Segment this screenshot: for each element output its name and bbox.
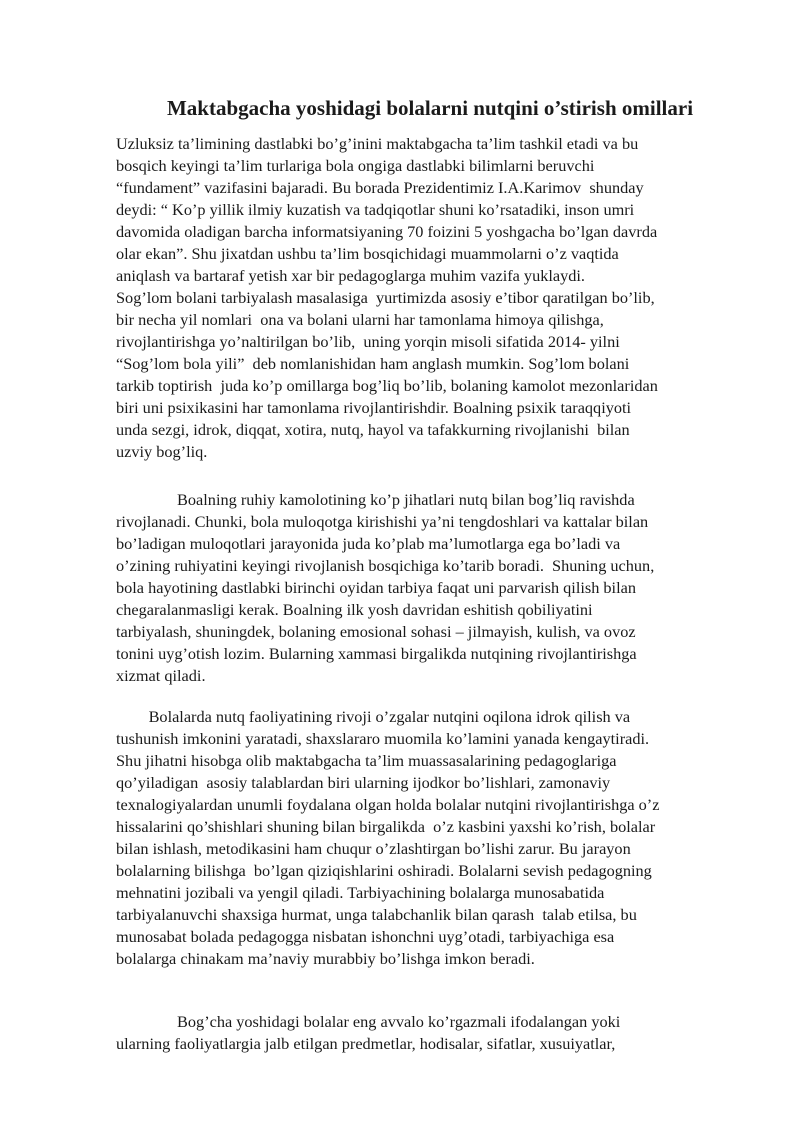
paragraph-1-line: Uzluksiz ta’limining dastlabki bo’g’inini maktabgacha ta’lim tashkil etadi va bu xyxy=(116,134,639,153)
paragraph-1-line: olar ekan”. Shu jixatdan ushbu ta’lim bosqichidagi muammolarni o’z vaqtida xyxy=(116,244,619,263)
paragraph-2-line: bo’ladigan muloqotlari jarayonida juda ko’plab ma’lumotlarga ega bo’ladi va xyxy=(116,534,621,553)
paragraph-3-line: texnalogiyalardan unumli foydalana olgan holda bolalar nutqini rivojlantirishga o’z xyxy=(116,795,660,814)
paragraph-3-line: tarbiyalanuvchi shaxsiga hurmat, unga talabchanlik bilan qarash talab etilsa, bu xyxy=(116,905,637,924)
paragraph-3-line: mehnatini jozibali va yengil qiladi. Tarbiyachining bolalarga munosabatida xyxy=(116,883,605,902)
paragraph-3-line: Bolalarda nutq faoliyatining rivoji o’zgalar nutqini oqilona idrok qilish va xyxy=(116,707,631,726)
paragraph-2-line: o’zining ruhiyatini keyingi rivojlanish bosqichiga ko’tarib boradi. Shuning uchun, xyxy=(116,556,655,575)
paragraph-3-line: tushunish imkonini yaratadi, shaxslararo muomila ko’lamini yanada kengaytiradi. xyxy=(116,729,650,748)
paragraph-3-line: munosabat bolada pedagogga nisbatan ishonchni uyg’otadi, tarbiyachiga esa xyxy=(116,927,615,946)
paragraph-1-line: tarkib toptirish juda ko’p omillarga bog’liq bo’lib, bolaning kamolot mezonlaridan xyxy=(116,376,658,395)
paragraph-1-line: aniqlash va bartaraf yetish xar bir pedagoglarga muhim vazifa yuklaydi. xyxy=(116,266,585,285)
paragraph-1-line: unda sezgi, idrok, diqqat, xotira, nutq, hayol va tafakkurning rivojlanishi bilan xyxy=(116,420,630,439)
paragraph-1-line: davomida oladigan barcha informatsiyaning 70 foizini 5 yoshgacha bo’lgan davrda xyxy=(116,222,658,241)
paragraph-1-line: bosqich keyingi ta’lim turlariga bola ongiga dastlabki bilimlarni beruvchi xyxy=(116,156,595,175)
paragraph-3-line: qo’yiladigan asosiy talablardan biri ularning ijodkor bo’lishlari, zamonaviy xyxy=(116,773,611,792)
paragraph-3-line: bilan ishlash, metodikasini ham chuqur o’zlashtirgan bo’lishi zarur. Bu jarayon xyxy=(116,839,631,858)
document-title: Maktabgacha yoshidagi bolalarni nutqini o’stirish omillari xyxy=(166,96,694,120)
paragraph-3-line: hissalarini qo’shishlari shuning bilan birgalikda o’z kasbini yaxshi ko’rish, bolalar xyxy=(116,817,656,836)
paragraph-4-line: Bog’cha yoshidagi bolalar eng avvalo ko’rgazmali ifodalangan yoki xyxy=(116,1012,621,1031)
paragraph-2-line: tarbiyalash, shuningdek, bolaning emosional sohasi – jilmayish, kulish, va ovoz xyxy=(116,622,636,641)
paragraph-2-line: xizmat qiladi. xyxy=(116,666,206,685)
paragraph-4-line: ularning faoliyatlargia jalb etilgan predmetlar, hodisalar, sifatlar, xusuiyatlar, xyxy=(116,1034,616,1053)
paragraph-2-line: tonini uyg’otish lozim. Bularning xammasi birgalikda nutqining rivojlantirishga xyxy=(116,644,637,663)
paragraph-1-line: biri uni psixikasini har tamonlama rivojlantirishdir. Boalning psixik taraqqiyoti xyxy=(116,398,632,417)
paragraph-2-line: rivojlanadi. Chunki, bola muloqotga kirishishi ya’ni tengdoshlari va kattalar bilan xyxy=(116,512,649,531)
paragraph-2-line: chegaralanmasligi kerak. Boalning ilk yosh davridan eshitish qobiliyatini xyxy=(116,600,593,619)
paragraph-1-line: rivojlantirishga yo’naltirilgan bo’lib, uning yorqin misoli sifatida 2014- yilni xyxy=(116,332,620,351)
paragraph-1-line: deydi: “ Ko’p yillik ilmiy kuzatish va tadqiqotlar shuni ko’rsatadiki, inson umri xyxy=(116,200,635,219)
paragraph-2-line: Boalning ruhiy kamolotining ko’p jihatlari nutq bilan bog’liq ravishda xyxy=(116,490,635,509)
paragraph-3-line: bolalarning bilishga bo’lgan qiziqishlarini oshiradi. Bolalarni sevish pedagogning xyxy=(116,861,652,880)
paragraph-1-line: bir necha yil nomlari ona va bolani ularni har tamonlama himoya qilishga, xyxy=(116,310,604,329)
paragraph-3-line: bolalarga chinakam ma’naviy murabbiy bo’lishga imkon beradi. xyxy=(116,949,535,968)
paragraph-1-line: “Sog’lom bola yili” deb nomlanishidan ham anglash mumkin. Sog’lom bolani xyxy=(116,354,630,373)
paragraph-1-line: uzviy bog’liq. xyxy=(116,442,208,461)
paragraph-1-line: “fundament” vazifasini bajaradi. Bu borada Prezidentimiz I.A.Karimov shunday xyxy=(116,178,644,197)
paragraph-1-line: Sog’lom bolani tarbiyalash masalasiga yurtimizda asosiy e’tibor qaratilgan bo’lib, xyxy=(116,288,655,307)
paragraph-2-line: bola hayotining dastlabki birinchi oyidan tarbiya faqat uni parvarish qilish bilan xyxy=(116,578,636,597)
paragraph-3-line: Shu jihatni hisobga olib maktabgacha ta’lim muassasalarining pedagoglariga xyxy=(116,751,617,770)
